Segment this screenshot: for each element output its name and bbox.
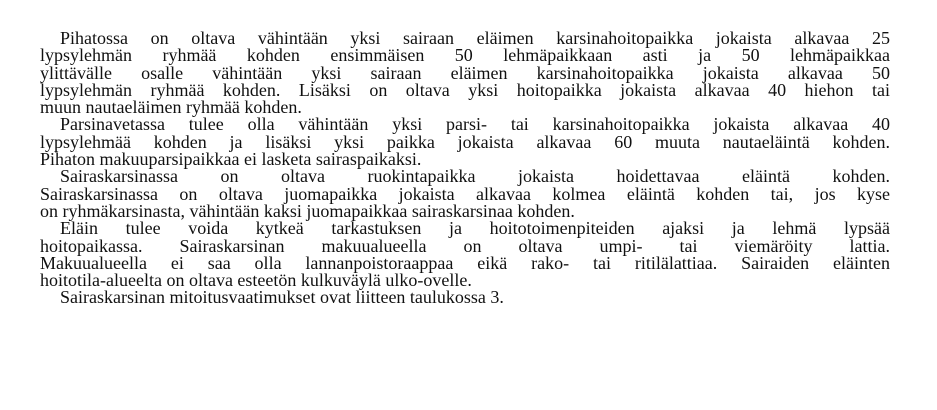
text-line: hoitotila-alueelta on oltava esteetön kulkuväylä ulko-ovelle. bbox=[40, 270, 472, 291]
text-line: Sairaskarsinassa on oltava juomapaikka jokaista alkavaa kolmea eläintä kohden tai, jos kyse bbox=[40, 183, 890, 204]
text-line: Parsinavetassa tulee olla vähintään yksi parsi- tai karsinahoitopaikka jokaista alkavaa 40 bbox=[60, 114, 890, 135]
text-line: Makuualueella ei saa olla lannanpoistoraappaa eikä rako- tai ritilälattiaa. Sairaiden eläinten bbox=[40, 252, 890, 273]
text-line: Sairaskarsinan mitoitusvaatimukset ovat liitteen taulukossa 3. bbox=[60, 287, 504, 308]
paragraph-2 bbox=[40, 116, 890, 168]
text-line: lypsylehmän ryhmää kohden. Lisäksi on oltava yksi hoitopaikka jokaista alkavaa 40 hiehon tai bbox=[40, 79, 890, 100]
paragraph-1 bbox=[40, 30, 890, 116]
text-line: lypsylehmää kohden ja lisäksi yksi paikka jokaista alkavaa 60 muuta nautaeläintä kohden. bbox=[40, 131, 890, 152]
paragraph-3 bbox=[40, 168, 890, 220]
paragraph-4 bbox=[40, 220, 890, 289]
text-line: Sairaskarsinassa on oltava ruokintapaikka jokaista hoidettavaa eläintä kohden. bbox=[60, 166, 890, 187]
document-body bbox=[40, 30, 890, 307]
text-line: muun nautaeläimen ryhmää kohden. bbox=[40, 97, 302, 118]
text-line: ylittävälle osalle vähintään yksi sairaan eläimen karsinahoitopaikka jokaista alkavaa 50 bbox=[40, 62, 890, 83]
text-line: Eläin tulee voida kytkeä tarkastuksen ja hoitotoimenpiteiden ajaksi ja lehmä lypsää bbox=[60, 218, 890, 239]
text-line: Pihatossa on oltava vähintään yksi sairaan eläimen karsinahoitopaikka jokaista alkavaa 25 bbox=[60, 28, 890, 48]
text-line: hoitopaikassa. Sairaskarsinan makuualueella on oltava umpi- tai viemäröity lattia. bbox=[40, 235, 890, 256]
text-line: Pihaton makuuparsipaikkaa ei lasketa sairaspaikaksi. bbox=[40, 149, 422, 170]
text-line: on ryhmäkarsinasta, vähintään kaksi juomapaikkaa sairaskarsinaa kohden. bbox=[40, 200, 575, 221]
paragraph-5 bbox=[40, 289, 890, 306]
text-line: lypsylehmän ryhmää kohden ensimmäisen 50 lehmäpaikkaan asti ja 50 lehmäpaikkaa bbox=[40, 45, 890, 66]
